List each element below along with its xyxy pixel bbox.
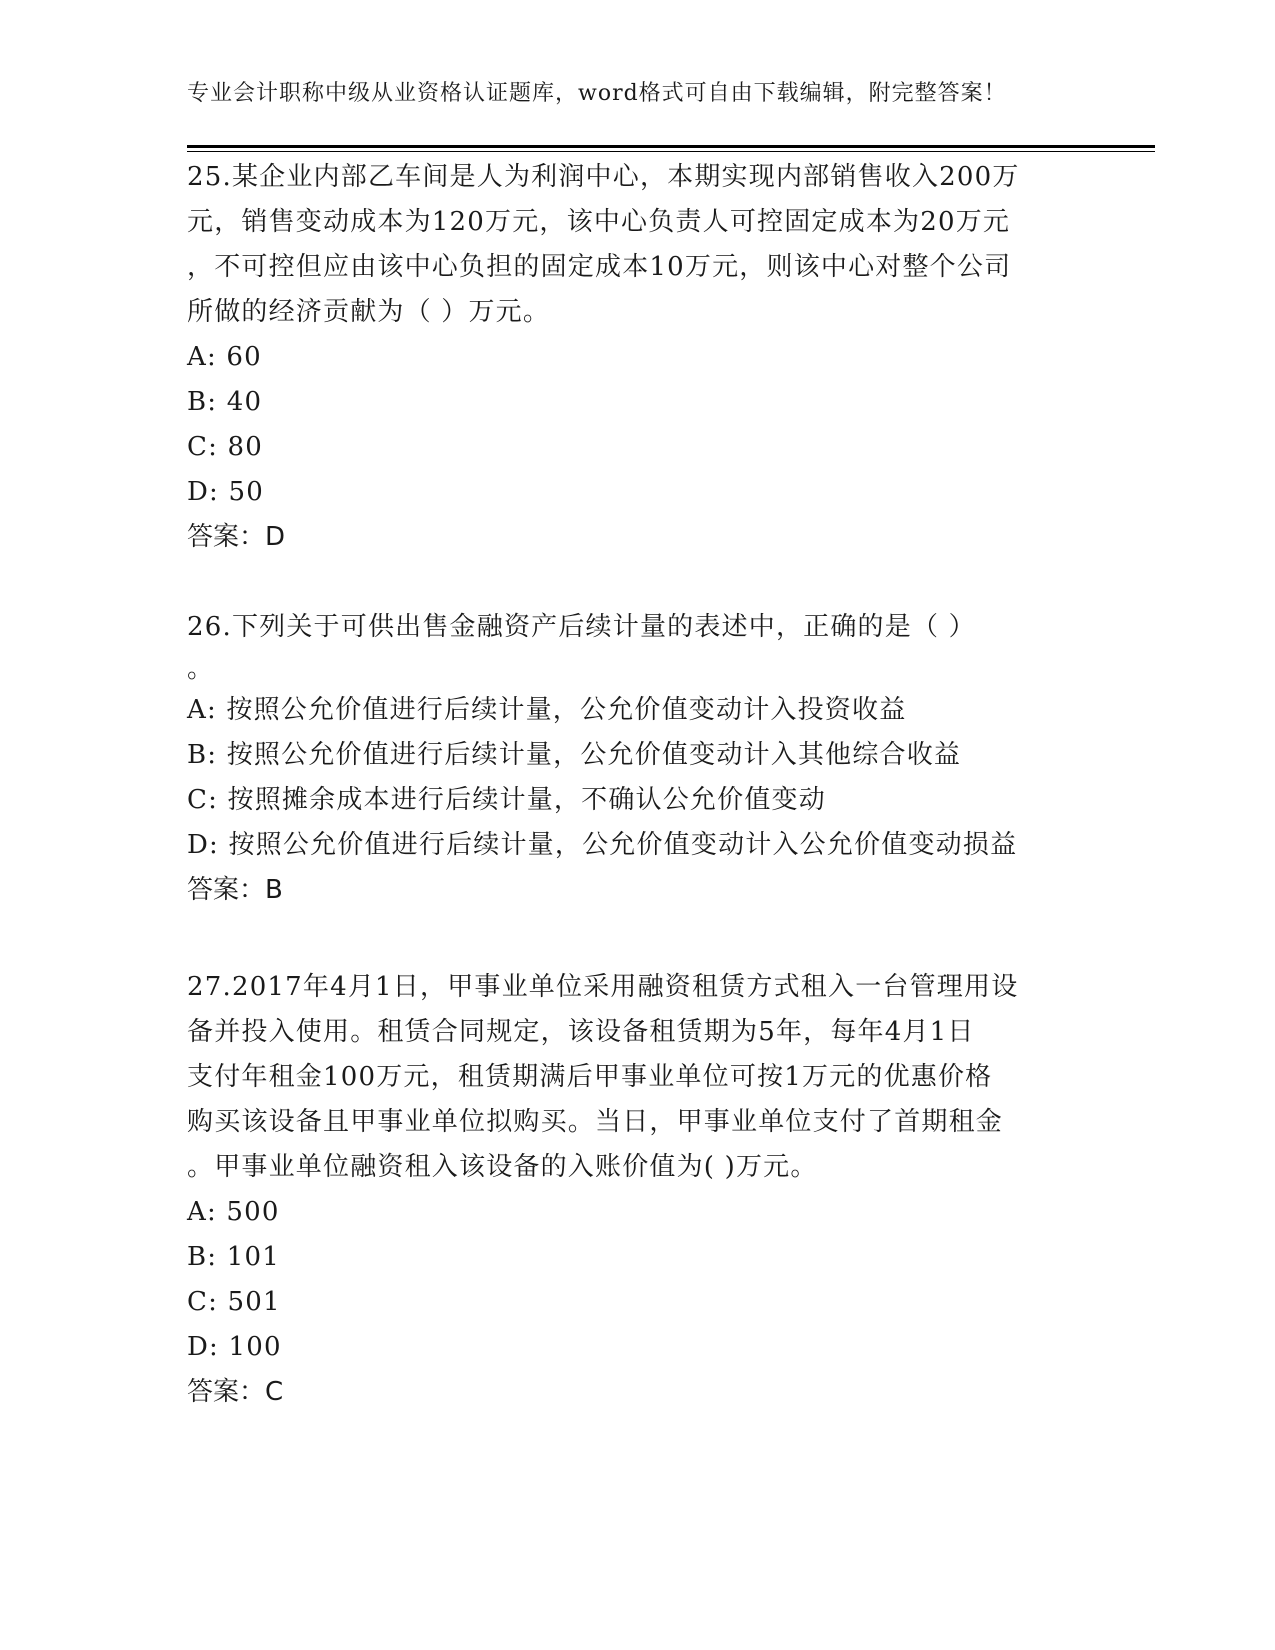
question-25 xyxy=(187,155,1087,560)
question-stem-line: 备并投入使用。租赁合同规定，该设备租赁期为5年，每年4月1日 xyxy=(187,1017,975,1047)
option-d: D: 按照公允价值进行后续计量，公允价值变动计入公允价值变动损益 xyxy=(187,830,1018,860)
option-d: D: 100 xyxy=(187,1332,282,1362)
answer-line: 答案：D xyxy=(187,522,286,552)
question-stem-line: 。 xyxy=(187,654,215,684)
question-stem-line: 27.2017年4月1日，甲事业单位采用融资租赁方式租入一台管理用设 xyxy=(187,972,1019,1002)
option-c: C: 按照摊余成本进行后续计量，不确认公允价值变动 xyxy=(187,785,826,815)
option-a: A: 60 xyxy=(187,342,262,372)
option-a: A: 500 xyxy=(187,1197,280,1227)
option-c: C: 80 xyxy=(187,432,264,462)
question-stem-line: ，不可控但应由该中心负担的固定成本10万元，则该中心对整个公司 xyxy=(187,252,1012,282)
option-b: B: 40 xyxy=(187,387,263,417)
option-d: D: 50 xyxy=(187,477,264,507)
question-27 xyxy=(187,965,1087,1415)
answer-line: 答案：C xyxy=(187,1377,284,1407)
question-stem-line: 购买该设备且甲事业单位拟购买。当日，甲事业单位支付了首期租金 xyxy=(187,1107,1004,1137)
option-b: B: 101 xyxy=(187,1242,280,1272)
option-c: C: 501 xyxy=(187,1287,281,1317)
option-a: A: 按照公允价值进行后续计量，公允价值变动计入投资收益 xyxy=(187,695,907,725)
page-header: 专业会计职称中级从业资格认证题库，word格式可自由下载编辑，附完整答案！ xyxy=(187,81,1007,106)
question-stem-line: 支付年租金100万元，租赁期满后甲事业单位可按1万元的优惠价格 xyxy=(187,1062,993,1092)
question-stem-line: 元，销售变动成本为120万元，该中心负责人可控固定成本为20万元 xyxy=(187,207,1011,237)
question-26 xyxy=(187,605,1087,913)
answer-line: 答案：B xyxy=(187,875,283,905)
option-b: B: 按照公允价值进行后续计量，公允价值变动计入其他综合收益 xyxy=(187,740,962,770)
question-stem-line: 。甲事业单位融资租入该设备的入账价值为( )万元。 xyxy=(187,1152,818,1182)
question-stem-line: 25.某企业内部乙车间是人为利润中心，本期实现内部销售收入200万 xyxy=(187,162,1020,192)
header-rule-thin xyxy=(187,151,1155,152)
question-stem-line: 26.下列关于可供出售金融资产后续计量的表述中，正确的是（ ） xyxy=(187,612,976,642)
question-stem-line: 所做的经济贡献为（ ）万元。 xyxy=(187,297,551,327)
header-rule-thick xyxy=(187,145,1155,148)
